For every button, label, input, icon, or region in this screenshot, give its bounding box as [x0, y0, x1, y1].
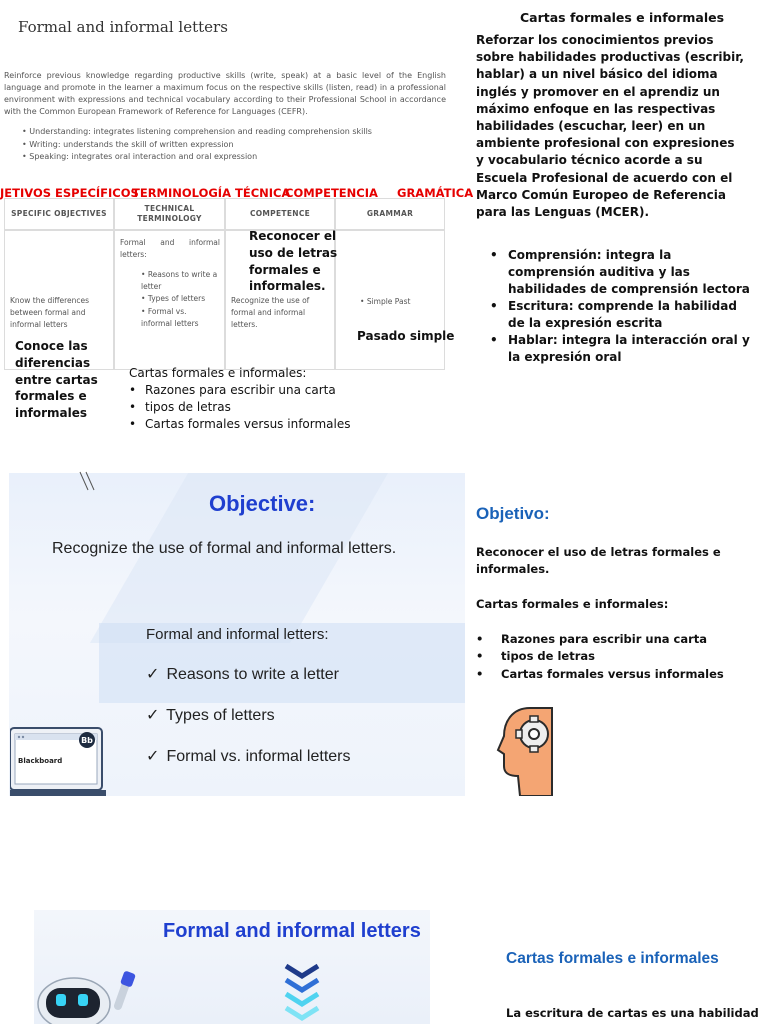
spanish-skill-item: • Comprensión: integra la comprensión auditiva y las habilidades de comprensión lectora: [490, 247, 755, 298]
slide3-title: Formal and informal letters: [163, 920, 421, 942]
terminology-list: [141, 269, 219, 330]
check-icon: ✓: [146, 666, 160, 683]
spanish-title: Cartas formales e informales: [520, 10, 725, 25]
spanish-header-terminology: TERMINOLOGÍA TÉCNICA: [132, 186, 291, 200]
spanish-description: Reforzar los conocimientos previos sobre habilidades productivas (escribir, hablar) a un nivel básico del idioma inglés y promover en el aprendiz un máximo enfoque en las respectivas habilidades (escuchar, leer) en un ambiente profesional con expresiones y vocabulario técnico acorde a su Escuela Profesional de acuerdo con el Marco Común Europeo de Referencia para las Lenguas (MCER).: [476, 33, 744, 220]
laptop-brand-label: Blackboard: [18, 757, 63, 765]
objective-text: Know the differences between formal and informal letters: [10, 296, 90, 330]
competence-text: Recognize the use of formal and informal letters.: [231, 296, 310, 330]
spanish-skill-item: • Escritura: comprende la habilidad de la expresión escrita: [490, 298, 755, 332]
terminology-spanish-item: • tipos de letras: [127, 399, 351, 416]
terminology-item: • Formal vs. informal letters: [141, 306, 219, 330]
check-icon: ✓: [146, 748, 160, 765]
slide-items-list: [146, 664, 351, 787]
spanish-header-grammar: GRAMÁTICA: [397, 186, 474, 200]
table-header-competence: COMPETENCE: [225, 198, 335, 230]
svg-text:Bb: Bb: [81, 736, 93, 745]
head-gear-icon: [490, 704, 554, 796]
skill-item: • Understanding: integrates listening comprehension and reading comprehension skills: [22, 126, 372, 139]
spanish-skills-list: [490, 247, 755, 366]
terminology-item: • Reasons to write a letter: [141, 269, 219, 293]
table-header-objectives: SPECIFIC OBJECTIVES: [4, 198, 114, 230]
spanish-item: • Razones para escribir una carta: [476, 631, 724, 648]
grammar-spanish: Pasado simple: [357, 329, 455, 343]
spanish-objective-title: Objetivo:: [476, 504, 550, 523]
spanish-items-list: [476, 631, 724, 683]
grammar-value: Simple Past: [366, 297, 411, 306]
slide-title: Objective:: [209, 491, 316, 516]
terminology-item: • Types of letters: [141, 293, 219, 305]
check-icon: ✓: [146, 707, 160, 724]
spanish-item: • tipos de letras: [476, 648, 724, 665]
spanish-skill-item: • Hablar: integra la interacción oral y la expresión oral: [490, 332, 755, 366]
spanish-subheading: Cartas formales e informales:: [476, 597, 669, 611]
spanish-header-objectives: JETIVOS ESPECÍFICOS: [0, 186, 139, 200]
objective-spanish: Conoce las diferencias entre cartas formales e informales: [15, 339, 98, 421]
robot-icon: [34, 966, 144, 1024]
spanish-bottom-title: Cartas formales e informales: [506, 950, 719, 967]
slide-item: ✓ Types of letters: [146, 707, 275, 724]
terminology-spanish-item: • Razones para escribir una carta: [127, 382, 351, 399]
skill-item: • Speaking: integrates oral interaction and oral expression: [22, 151, 372, 164]
spanish-objective-text: Reconocer el uso de letras formales e informales.: [476, 545, 721, 576]
course-description: Reinforce previous knowledge regarding productive skills (write, speak) at a basic level of the English language and promote in the learner a maximum focus on the respective skills (listen, read) in a professional environment with expressions and technical vocabulary according to their Professional School in accordance with the Common European Framework of Reference for Languages (CEFR).: [4, 71, 446, 116]
table-header-terminology: TECHNICAL TERMINOLOGY: [114, 198, 225, 230]
slide-item: ✓ Formal vs. informal letters: [146, 748, 351, 765]
spanish-bottom-text: La escritura de cartas es una habilidad: [506, 1006, 759, 1020]
chevron-down-icon: [282, 962, 322, 1024]
skill-item: • Writing: understands the skill of written expression: [22, 139, 372, 152]
terminology-spanish-list: [127, 382, 351, 432]
terminology-spanish-intro: Cartas formales e informales:: [129, 366, 307, 380]
spanish-header-competence: COMPETENCIA: [285, 186, 378, 200]
pen-marks-icon: [76, 470, 100, 494]
skills-list: [22, 126, 372, 164]
terminology-intro: Formal and informal letters:: [120, 238, 220, 260]
spanish-item: • Cartas formales versus informales: [476, 666, 724, 683]
slide-subheading: Formal and informal letters:: [146, 626, 329, 643]
terminology-spanish-item: • Cartas formales versus informales: [127, 416, 351, 433]
grammar-text: • Simple Past: [360, 297, 411, 306]
table-header-grammar: GRAMMAR: [335, 198, 445, 230]
laptop-icon: [10, 722, 106, 796]
competence-spanish: Reconocer el uso de letras formales e informales.: [249, 229, 338, 294]
slide-item: ✓ Reasons to write a letter: [146, 666, 339, 683]
section-title: Formal and informal letters: [18, 18, 228, 36]
slide-objective-text: Recognize the use of formal and informal letters.: [52, 540, 397, 557]
